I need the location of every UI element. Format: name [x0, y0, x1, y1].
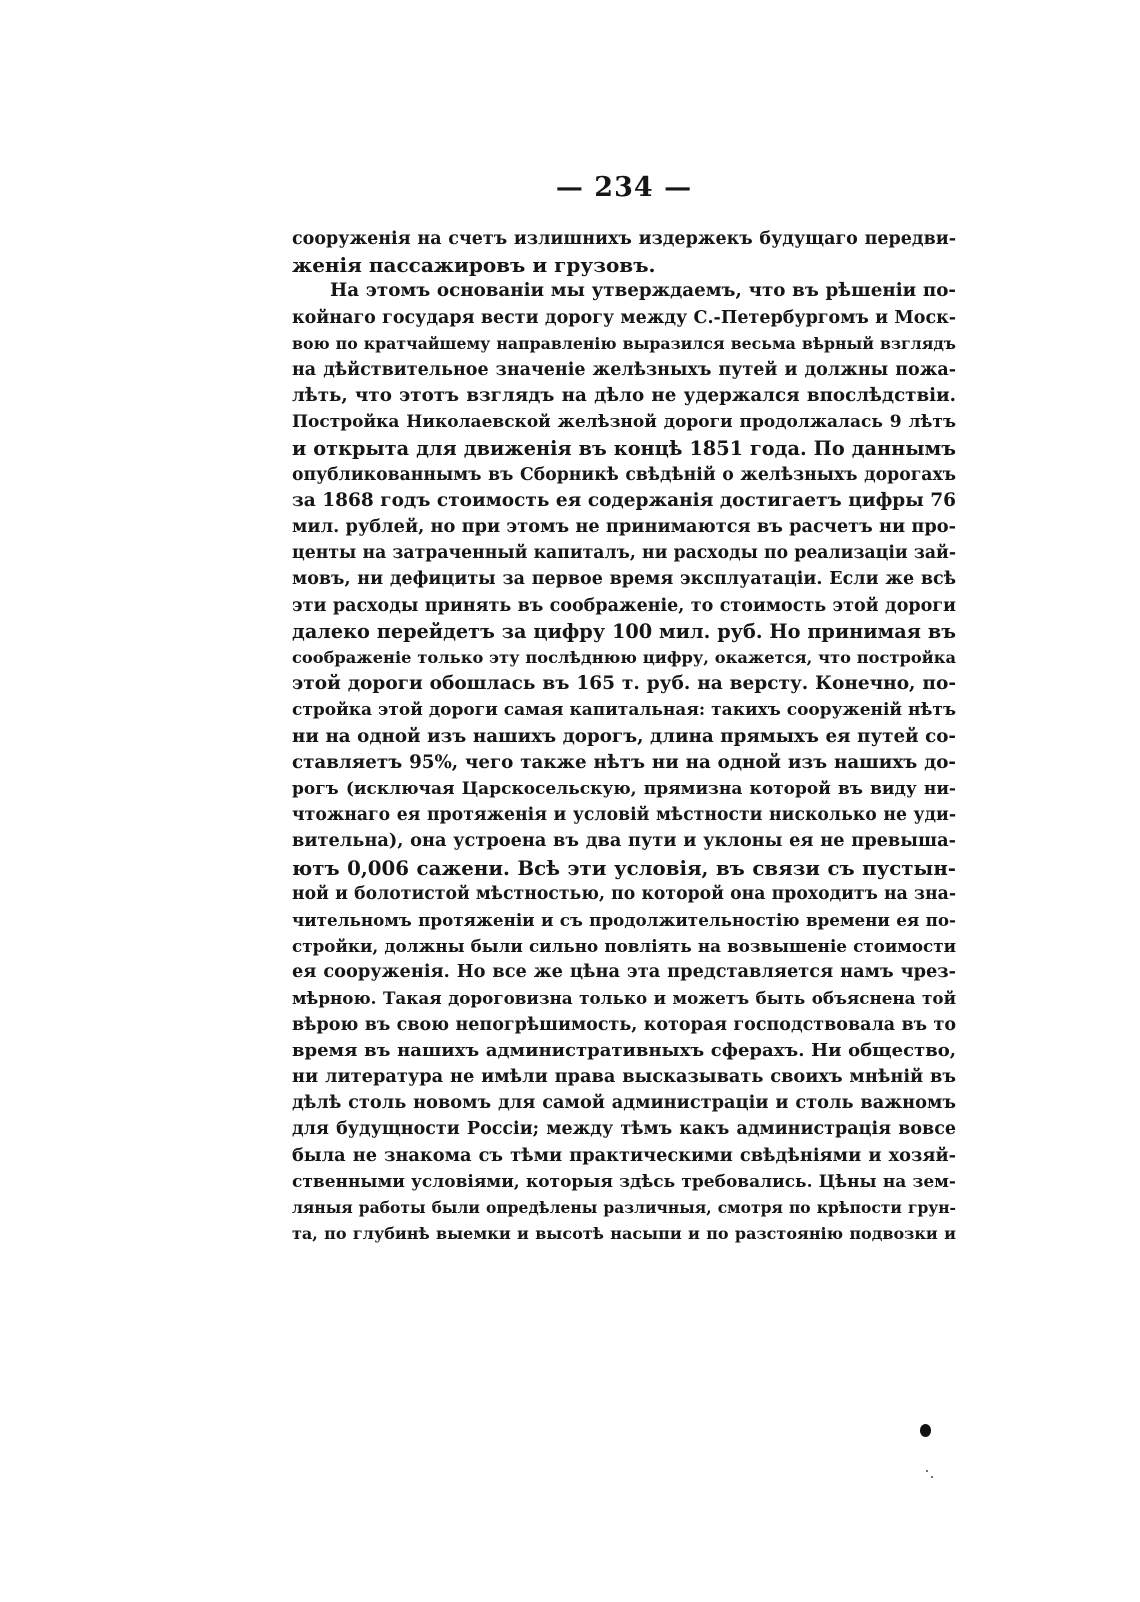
- text-line: На этомъ основаніи мы утверждаемъ, что въ рѣшеніи по-: [330, 280, 956, 302]
- text-line: рогъ (исключая Царскосельскую, прямизна которой въ виду ни-: [292, 778, 956, 799]
- text-line: чительномъ протяженіи и съ продолжительностію времени ея по-: [292, 909, 956, 930]
- text-line: ной и болотистой мѣстностью, по которой она проходитъ на зна-: [292, 883, 956, 904]
- ink-blot: [920, 1424, 931, 1437]
- text-line: время въ нашихъ административныхъ сферахъ. Ни общество,: [292, 1039, 956, 1061]
- text-line: стройка этой дороги самая капитальная: такихъ сооруженій нѣтъ: [292, 700, 956, 721]
- text-line: мѣрною. Такая дороговизна только и можетъ быть объяснена той: [292, 988, 956, 1009]
- ink-speck: [926, 1470, 928, 1472]
- text-line: опубликованнымъ въ Сборникѣ свѣдѣній о желѣзныхъ дорогахъ: [292, 464, 956, 485]
- text-line: для будущности Россіи; между тѣмъ какъ администрація вовсе: [292, 1119, 956, 1140]
- text-line: ютъ 0,006 сажени. Всѣ эти условія, въ связи съ пустын-: [292, 855, 956, 880]
- text-line: ляныя работы были опредѣлены различныя, смотря по крѣпости грун-: [292, 1197, 956, 1217]
- text-line: эти расходы принять въ соображеніе, то стоимость этой дороги: [292, 595, 956, 616]
- text-line: далеко перейдетъ за цифру 100 мил. руб. Но принимая въ: [292, 619, 956, 643]
- text-line: ни на одной изъ нашихъ дорогъ, длина прямыхъ ея путей со-: [292, 725, 956, 747]
- text-line: Постройка Николаевской желѣзной дороги продолжалась 9 лѣтъ: [292, 412, 956, 433]
- text-line: женія пассажировъ и грузовъ.: [292, 253, 656, 278]
- text-line: ея сооруженія. Но все же цѣна эта представляется намъ чрез-: [292, 961, 956, 983]
- text-line: на дѣйствительное значеніе желѣзныхъ путей и должны пожа-: [292, 359, 956, 380]
- ink-speck: [931, 1476, 933, 1478]
- body-text: [292, 226, 956, 1247]
- text-line: мил. рублей, но при этомъ не принимаются въ расчетъ ни про-: [292, 516, 956, 538]
- text-line: чтожнаго ея протяженія и условій мѣстности нисколько не уди-: [292, 805, 956, 826]
- text-line: стройки, должны были сильно повліять на возвышеніе стоимости: [292, 936, 956, 957]
- text-line: вѣрою въ свою непогрѣшимость, которая господствовала въ то: [292, 1014, 956, 1035]
- text-line: за 1868 годъ стоимость ея содержанія достигаетъ цифры 76: [292, 489, 956, 511]
- text-line: сооруженія на счетъ излишнихъ издержекъ будущаго передви-: [292, 229, 956, 249]
- text-line: вительна), она устроена въ два пути и уклоны ея не превыша-: [292, 830, 956, 852]
- text-line: была не знакома съ тѣми практическими свѣдѣніями и хозяй-: [292, 1144, 956, 1166]
- text-line: койнаго государя вести дорогу между С.-Петербургомъ и Моск-: [292, 307, 956, 328]
- text-line: дѣлѣ столь новомъ для самой администраціи и столь важномъ: [292, 1092, 956, 1114]
- text-line: ни литература не имѣли права высказывать своихъ мнѣній въ: [292, 1066, 956, 1087]
- page-number: — 234 —: [555, 172, 693, 203]
- text-line: ственными условіями, которыя здѣсь требовались. Цѣны на зем-: [292, 1171, 956, 1192]
- text-line: ставляетъ 95%, чего также нѣтъ ни на одной изъ нашихъ до-: [292, 751, 956, 773]
- text-line: лѣть, что этотъ взглядъ на дѣло не удержался впослѣдствіи.: [292, 385, 956, 407]
- text-line: мовъ, ни дефициты за первое время эксплуатаціи. Если же всѣ: [292, 569, 956, 590]
- text-line: вою по кратчайшему направленію выразился весьма вѣрный взглядъ: [292, 333, 956, 353]
- text-line: та, по глубинѣ выемки и высотѣ насыпи и по разстоянію подвозки и: [292, 1224, 956, 1244]
- text-line: и открыта для движенія въ концѣ 1851 года. По даннымъ: [292, 436, 956, 460]
- text-line: этой дороги обошлась въ 165 т. руб. на версту. Конечно, по-: [292, 673, 956, 695]
- text-line: соображеніе только эту послѣднюю цифру, окажется, что постройка: [292, 648, 956, 667]
- text-line: центы на затраченный капиталъ, ни расходы по реализаціи зай-: [292, 543, 956, 564]
